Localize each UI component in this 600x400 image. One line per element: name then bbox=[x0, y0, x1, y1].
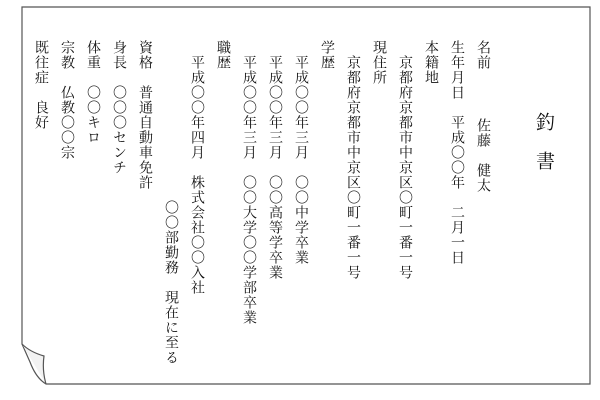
education-line-3: 平成〇〇年三月 〇〇大学〇〇学部卒業 bbox=[241, 40, 257, 325]
religion-line: 宗教 仏教〇〇宗 bbox=[59, 40, 75, 160]
career-line-2: 〇〇部勤務 現在に至る bbox=[163, 200, 179, 365]
address-value: 京都府京都市中京区〇町一番一号 bbox=[345, 40, 361, 280]
weight-line: 体重 〇〇キロ bbox=[85, 40, 101, 145]
name-value: 佐藤 健太 bbox=[475, 118, 491, 193]
domicile-value: 京都府京都市中京区〇町一番一号 bbox=[397, 40, 413, 280]
career-line-1: 平成〇〇年四月 株式会社〇〇入社 bbox=[189, 40, 205, 295]
document-title: 釣書 bbox=[533, 112, 555, 190]
birthdate-line: 生年月日 平成〇〇年 二月一日 bbox=[449, 40, 465, 265]
address-label: 現住所 bbox=[371, 40, 387, 85]
education-line-1: 平成〇〇年三月 〇〇中学卒業 bbox=[293, 40, 309, 265]
medical-history-line: 既往症 良好 bbox=[33, 40, 49, 130]
career-label: 職歴 bbox=[215, 40, 231, 70]
height-line: 身長 〇〇〇センチ bbox=[111, 40, 127, 175]
name-label: 名前 bbox=[475, 40, 491, 70]
education-line-2: 平成〇〇年三月 〇〇高等学卒業 bbox=[267, 40, 283, 280]
license-line: 資格 普通自動車免許 bbox=[137, 40, 153, 190]
domicile-label: 本籍地 bbox=[423, 40, 439, 85]
education-label: 学歴 bbox=[319, 40, 335, 70]
